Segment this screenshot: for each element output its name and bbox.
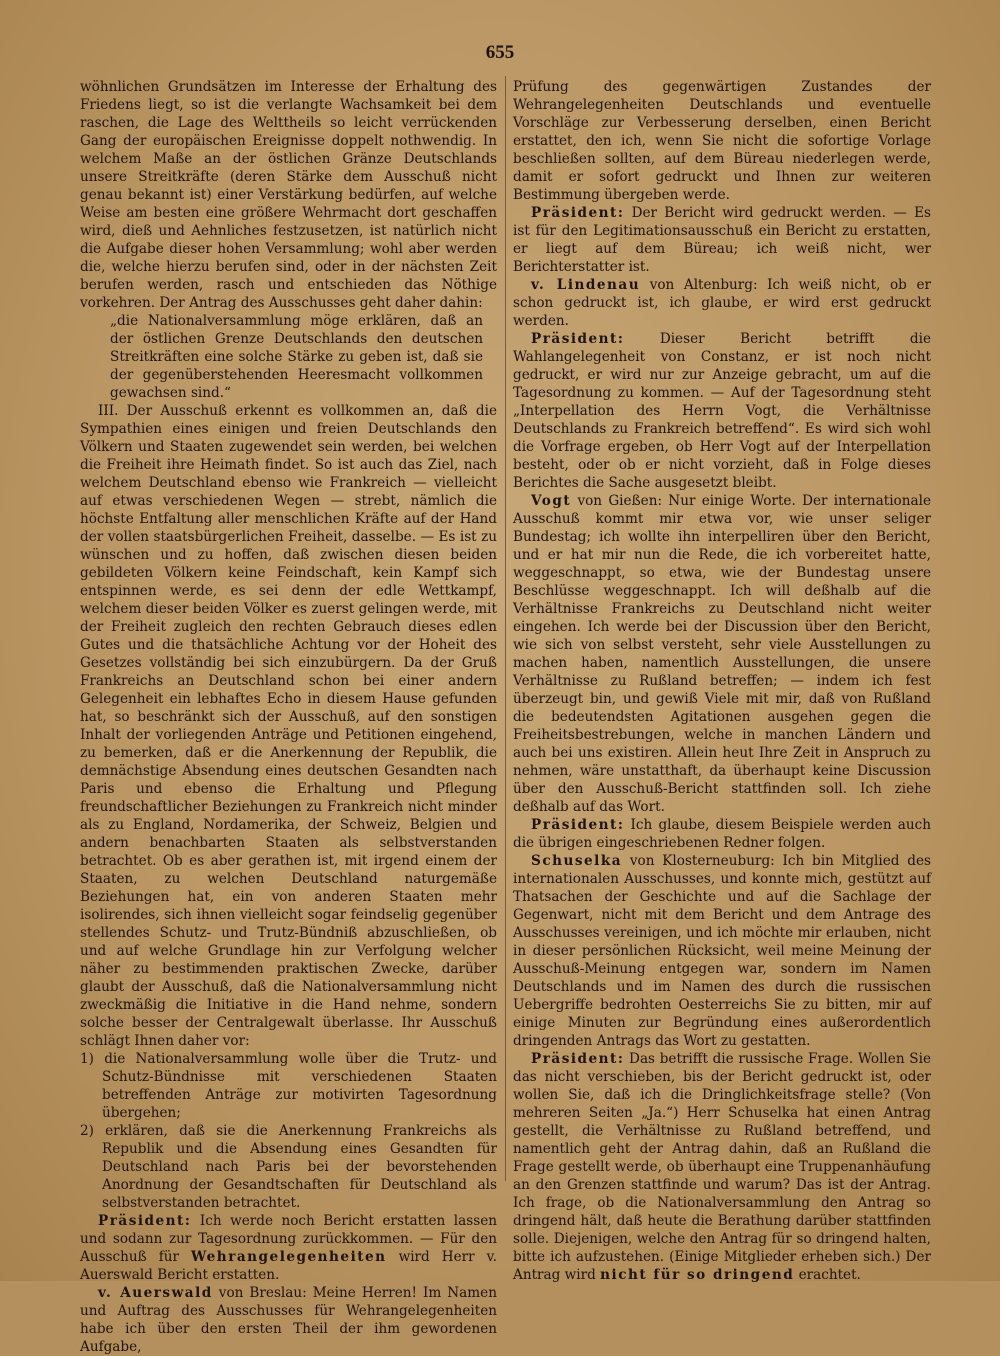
paragraph: wöhnlichen Grundsätzen im Interesse der Erhaltung des Friedens liegt, so ist die verlangte Wachsamkeit bei dem raschen, die Lage des Welttheils so leicht verrückenden Gang der europäischen Ereignisse doppelt nothwendig. In welchem Maße an der östlichen Gränze Deutschlands unsere Streitkräfte (deren Stärke dem Ausschuß nicht genau bekannt ist) einer Verstärkung bedürfen, auf welche Weise am besten eine größere Wehrmacht dort geschaffen wird, dieß und Aehnliches festzusetzen, ist natürlich nicht die Aufgabe dieser hohen Versammlung; wohl aber werden die, welche hierzu berufen sind, oder in der nächsten Zeit berufen werden, rasch und entschieden das Nöthige vorkehren. Der Antrag des Ausschusses geht daher dahin:	[80, 79, 497, 311]
paragraph: III. Der Ausschuß erkennt es vollkommen an, daß die Sympathien eines einigen und freien Deutschlands den Völkern und Staaten zugewendet sein werden, bei welchen die Freiheit ihre Heimath findet. So ist auch das Ziel, nach welchem Deutschland ebenso wie Frankreich — vielleicht auf etwas verschiedenen Wegen — strebt, nämlich die höchste Entfaltung aller menschlichen Kräfte auf der Hand der vollen staatsbürgerlichen Freiheit, dasselbe. — Es ist zu wünschen und zu hoffen, daß zwischen diesen beiden gebildeten Völkern keine Feindschaft, kein Kampf sich entspinnen werde, es sei denn der edle Wettkampf, welchem dieser beiden Völker es zuerst gelingen werde, mit der Freiheit zugleich den rechten Gebrauch dieses edlen Gutes und die thatsächliche Achtung vor der Hoheit des Gesetzes vollständig bei sich einzubürgern. Da der Gruß Frankreichs an Deutschland schon bei einer andern Gelegenheit ein lebhaftes Echo in diesem Hause gefunden hat, so beschränkt sich der Ausschuß, auf den sonstigen Inhalt der vorliegenden Anträge und Petitionen eingehend, zu bemerken, daß er die Anerkennung der Republik, die demnächstige Absendung eines deutschen Gesandten nach Paris und ebenso die Erhaltung und Pflegung freundschaftlicher Beziehungen zu Frankreich nicht minder als zu England, Nordamerika, der Schweiz, Belgien und andern benachbarten Staaten als selbstverstanden betrachtet. Ob es aber gerathen ist, mit irgend einem der Staaten, zu welchen Deutschland naturgemäße Beziehungen hat, ein von anderen Staaten mehr isolirendes, sich ihnen vielleicht sogar feindselig gegenüber stellendes Schutz- und Trutz-Bündniß abzuschließen, ob und auf welche Grundlage hin zur Verfolgung welcher näher zu bestimmenden praktischen Zwecke, darüber glaubt der Ausschuß, daß die Nationalversammlung nicht zweckmäßig die Initiative in die Hand nehme, sondern solche besser der Centralgewalt überlasse. Ihr Ausschuß schlägt Ihnen daher vor:	[80, 403, 497, 1049]
speech-text: erachtet.	[798, 1267, 861, 1283]
speech-paragraph	[513, 204, 931, 276]
column-divider	[505, 76, 506, 1181]
speech-text: Dieser Bericht betrifft die Wahlangelegenheit von Constanz, er ist noch nicht gedruckt, er wird nur zur Anzeige gebracht, um auf die Tagesordnung zu kommen. — Auf der Tagesordnung steht „Interpellation des Herrn Vogt, die Verhältnisse Deutschlands zu Frankreich betreffend“. Es wird sich wohl die Vorfrage ergeben, ob Herr Vogt auf der Interpellation besteht, oder ob er nicht vorzieht, daß in Folge dieses Berichtes die Sache ausgesetzt bleibt.	[513, 331, 931, 491]
speech-text: Ich werde noch Bericht erstatten lassen und sodann zur Tagesordnung zurückkommen. — Für den Ausschuß für	[80, 1213, 497, 1265]
speech-paragraph	[513, 276, 931, 330]
speaker-name: Präsident:	[531, 1051, 625, 1067]
speech-paragraph	[513, 492, 931, 816]
emphasis-text: Wehrangelegenheiten	[191, 1249, 387, 1265]
speaker-name: Schuselka	[531, 853, 623, 869]
motion-item-2: 2) erklären, daß sie die Anerkennung Frankreichs als Republik und die Absendung eines Gesandten für Deutschland nach Paris bei der bevorstehenden Anordnung der Gesandtschaften für Deutschland als selbstverstanden betrachtet.	[80, 1123, 497, 1211]
left-column	[80, 78, 497, 1356]
speech-text: wird Herr v. Auerswald Bericht erstatten.	[80, 1249, 498, 1283]
speech-paragraph	[513, 816, 931, 852]
speaker-name: Präsident:	[531, 331, 625, 347]
emphasis-text: nicht für so dringend	[600, 1267, 795, 1283]
speech-text: von Breslau: Meine Herren! Im Namen und Auftrag des Ausschusses für Wehrangelegenheiten habe ich über den ersten Theil der ihm gewordenen Aufgabe,	[80, 1285, 497, 1355]
speech-paragraph	[513, 330, 931, 492]
speaker-name: v. Lindenau	[531, 277, 641, 293]
speech-paragraph	[513, 1050, 931, 1284]
paragraph: Prüfung des gegenwärtigen Zustandes der Wehrangelegenheiten Deutschlands und eventuelle Vorschläge zur Verbesserung derselben, einen Bericht erstattet, den ich, wenn Sie nicht die sofortige Vorlage beschließen sollten, auf dem Büreau niederlegen werde, damit er sofort gedruckt und Ihnen zur weiteren Bestimmung übergeben werde.	[513, 79, 931, 203]
speech-text: Das betrifft die russische Frage. Wollen Sie das nicht verschieben, bis der Bericht gedruckt ist, oder wollen Sie, daß ich die Dringlichkeitsfrage stelle? (Von mehreren Seiten „Ja.“) Herr Schuselka hat einen Antrag gestellt, die Verhältnisse zu Rußland betreffend, und namentlich geht der Antrag dahin, daß an Rußland die Frage gestellt werde, ob überhaupt eine Truppenanhäufung an den Grenzen stattfinde und warum? Das ist der Antrag. Ich frage, ob die Nationalversammlung den Antrag so dringend hält, daß heute die Berathung darüber stattfinden solle. Diejenigen, welche den Antrag für so dringend halten, bitte ich aufzustehen. (Einige Mitglieder erheben sich.) Der Antrag wird	[513, 1051, 931, 1283]
page-number: 655	[485, 42, 515, 63]
speech-paragraph	[80, 1212, 497, 1284]
speaker-name: Präsident:	[98, 1213, 192, 1229]
speaker-name: Präsident:	[531, 817, 625, 833]
speech-text: von Gießen: Nur einige Worte. Der internationale Ausschuß kommt mir etwa vor, wie unser seliger Bundestag; ich wollte ihn interpelliren über den Bericht, und er hat mir nun die Rede, die ich vorbereitet hatte, weggeschnappt, so etwa, wie der Bundestag unsere Beschlüsse weggeschnappt. Ich will deßhalb auf die Verhältnisse Frankreichs zu Deutschland nicht weiter eingehen. Ich werde bei der Discussion über den Bericht, wie sich von selbst versteht, sehr viele Ausstellungen zu machen haben, namentlich Ausstellungen, die unsere Verhältnisse zu Rußland betreffen; — indem ich fest überzeugt bin, und gewiß Viele mit mir, daß von Rußland die bedeutendsten Agitationen ausgehen gegen die Freiheitsbestrebungen, welche in manchen Ländern und auch bei uns existiren. Allein heut Ihre Zeit in Anspruch zu nehmen, wäre unstatthaft, da überhaupt keine Discussion über den Ausschuß-Bericht stattfinden soll. Ich ziehe deßhalb auf das Wort.	[513, 493, 931, 815]
speech-paragraph	[80, 1284, 497, 1356]
speaker-name: Vogt	[531, 493, 572, 509]
speaker-name: v. Auerswald	[98, 1285, 213, 1301]
speaker-name: Präsident:	[531, 205, 625, 221]
speech-text: Der Bericht wird gedruckt werden. — Es ist für den Legitimationsausschuß ein Bericht zu erstatten, er liegt auf dem Büreau; ich weiß nicht, wer Berichterstatter ist.	[513, 205, 931, 275]
motion-item-1: 1) die Nationalversammlung wolle über die Trutz- und Schutz-Bündnisse mit verschiedenen Staaten betreffenden Anträge zur motivirten Tagesordnung übergehen;	[80, 1051, 497, 1121]
motion-quote: „die Nationalversammlung möge erklären, daß an der östlichen Grenze Deutschlands den deutschen Streitkräften eine solche Stärke zu geben ist, daß sie der gegenüberstehenden Heeresmacht vollkommen gewachsen sind.“	[110, 313, 483, 401]
speech-text: Ich glaube, diesem Beispiele werden auch die übrigen eingeschriebenen Redner folgen.	[513, 817, 931, 851]
right-column	[513, 78, 931, 1284]
speech-text: von Altenburg: Ich weiß nicht, ob er schon gedruckt ist, ich glaube, er wird erst gedruckt werden.	[513, 277, 931, 329]
speech-paragraph	[513, 852, 931, 1050]
speech-text: von Klosterneuburg: Ich bin Mitglied des internationalen Ausschusses, und konnte mich, gestützt auf Thatsachen der Geschichte und auf die Sachlage der Gegenwart, nicht mit dem Bericht und dem Antrage des Ausschusses vereinigen, und ich möchte mir erlauben, nicht in dieser persönlichen Rücksicht, weil meine Meinung der Ausschuß-Meinung entgegen war, sondern im Namen Deutschlands und im Namen des durch die russischen Uebergriffe bedrohten Oesterreichs Sie zu bitten, mir auf einige Minuten zur Begründung eines außerordentlich dringenden Antrags das Wort zu gestatten.	[513, 853, 931, 1049]
